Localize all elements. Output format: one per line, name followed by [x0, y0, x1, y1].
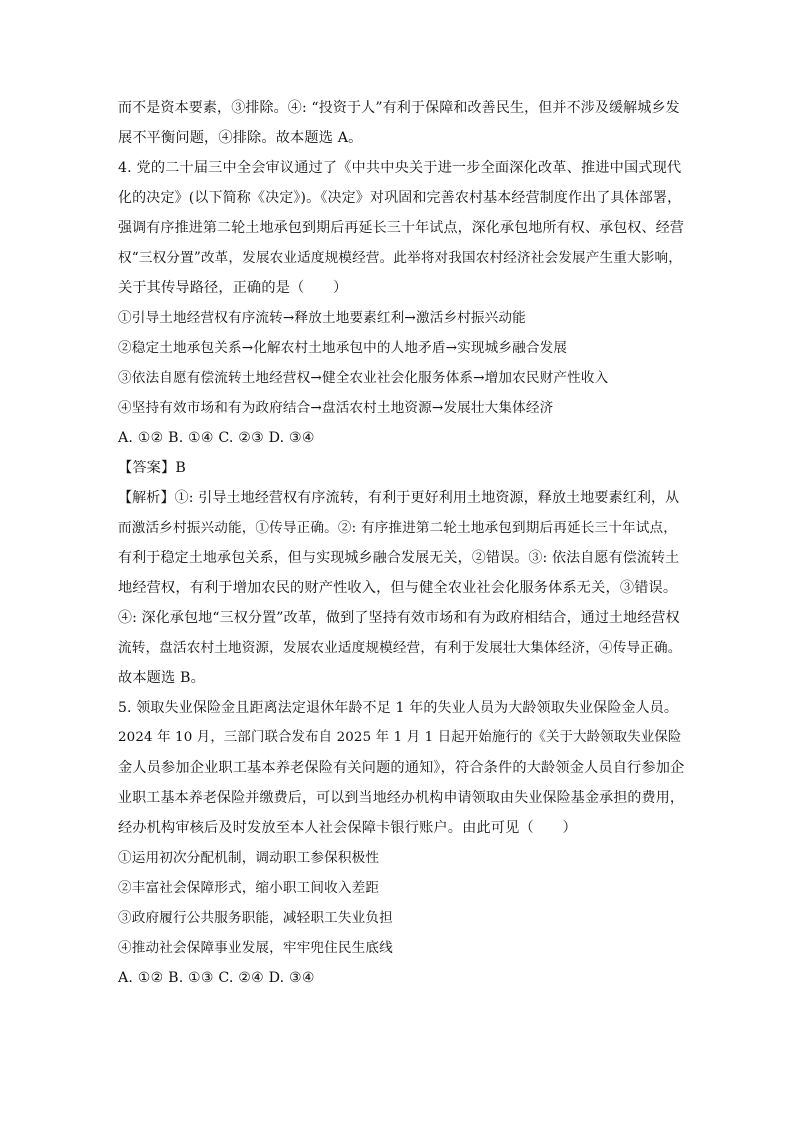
question-5-stem-line-3: 金人员参加企业职工基本养老保险有关问题的通知》，符合条件的大龄领金人员自行参加企: [118, 760, 685, 776]
question-5-stem-line-1: 5. 领取失业保险金且距离法定退休年龄不足 1 年的失业人员为大龄领取失业保险金人员。: [118, 700, 679, 716]
question-4-analysis-line-2: 而激活乡村振兴动能，①传导正确。②: 有序推进第二轮土地承包到期后再延长三十年试点，: [118, 520, 677, 536]
text-line-2: 展不平衡问题，④排除。故本题选 A。: [118, 130, 363, 146]
question-5-stem-line-5: 经办机构审核后及时发放至本人社会保障卡银行账户。由此可见（ ）: [118, 820, 577, 836]
question-4-stem-line-3: 强调有序推进第二轮土地承包到期后再延长三十年试点，深化承包地所有权、承包权、经营: [118, 220, 684, 236]
document-page: [118, 98, 684, 998]
question-4-analysis-line-3: 有利于稳定土地承包关系，但与实现城乡融合发展无关，②错误。③: 依法自愿有偿流转土: [118, 550, 680, 566]
question-4-choices: A. ①② B. ①④ C. ②③ D. ③④: [118, 430, 315, 446]
question-5-stem-line-4: 业职工基本养老保险并缴费后，可以到当地经办机构申请领取由失业保险基金承担的费用，: [118, 790, 684, 806]
question-4-analysis-line-7: 故本题选 B。: [118, 670, 205, 686]
question-5-choices: A. ①② B. ①③ C. ②④ D. ③④: [118, 970, 315, 986]
question-5-statement-3: ③政府履行公共服务职能，减轻职工失业负担: [118, 910, 393, 926]
question-4-statement-4: ④坚持有效市场和有为政府结合→盘活农村土地资源→发展壮大集体经济: [118, 400, 554, 416]
question-5-statement-4: ④推动社会保障事业发展，牢牢兜住民生底线: [118, 940, 393, 956]
question-4-stem-line-5: 关于其传导路径，正确的是（ ）: [118, 280, 348, 296]
text-line-1: 而不是资本要素，③排除。④: “投资于人”有利于保障和改善民生，但并不涉及缓解城乡发: [118, 100, 680, 116]
question-4-analysis-line-1: 【解析】①: 引导土地经营权有序流转，有利于更好利用土地资源，释放土地要素红利，从: [118, 490, 680, 506]
question-5-stem-line-2: 2024 年 10 月，三部门联合发布自 2025 年 1 月 1 日起开始施行的《关于大龄领取失业保险: [118, 730, 682, 745]
question-5-statement-1: ①运用初次分配机制，调动职工参保积极性: [118, 850, 380, 866]
question-4-statement-3: ③依法自愿有偿流转土地经营权→健全农业社会化服务体系→增加农民财产性收入: [118, 370, 609, 386]
question-4-analysis-line-6: 流转，盘活农村土地资源，发展农业适度规模经营，有利于发展壮大集体经济，④传导正确。: [118, 640, 682, 656]
question-4-stem-line-4: 权“三权分置”改革，发展农业适度规模经营。此举将对我国农村经济社会发展产生重大影响，: [118, 250, 682, 266]
question-4-statement-2: ②稳定土地承包关系→化解农村土地承包中的人地矛盾→实现城乡融合发展: [118, 340, 568, 356]
question-5-statement-2: ②丰富社会保障形式，缩小职工间收入差距: [118, 880, 380, 896]
question-4-answer: 【答案】B: [118, 460, 186, 476]
question-4-statement-1: ①引导土地经营权有序流转→释放土地要素红利→激活乡村振兴动能: [118, 310, 526, 326]
question-4-analysis-line-4: 地经营权，有利于增加农民的财产性收入，但与健全农业社会化服务体系无关，③错误。: [118, 580, 678, 596]
question-4-stem-line-2: 化的决定》(以下简称《决定》)。《决定》对巩固和完善农村基本经营制度作出了具体部署，: [118, 190, 682, 206]
question-4-stem-line-1: 4. 党的二十届三中全会审议通过了《中共中央关于进一步全面深化改革、推进中国式现代: [118, 160, 682, 176]
question-4-analysis-line-5: ④: 深化承包地“三权分置”改革，做到了坚持有效市场和有为政府相结合，通过土地经营权: [118, 610, 680, 626]
